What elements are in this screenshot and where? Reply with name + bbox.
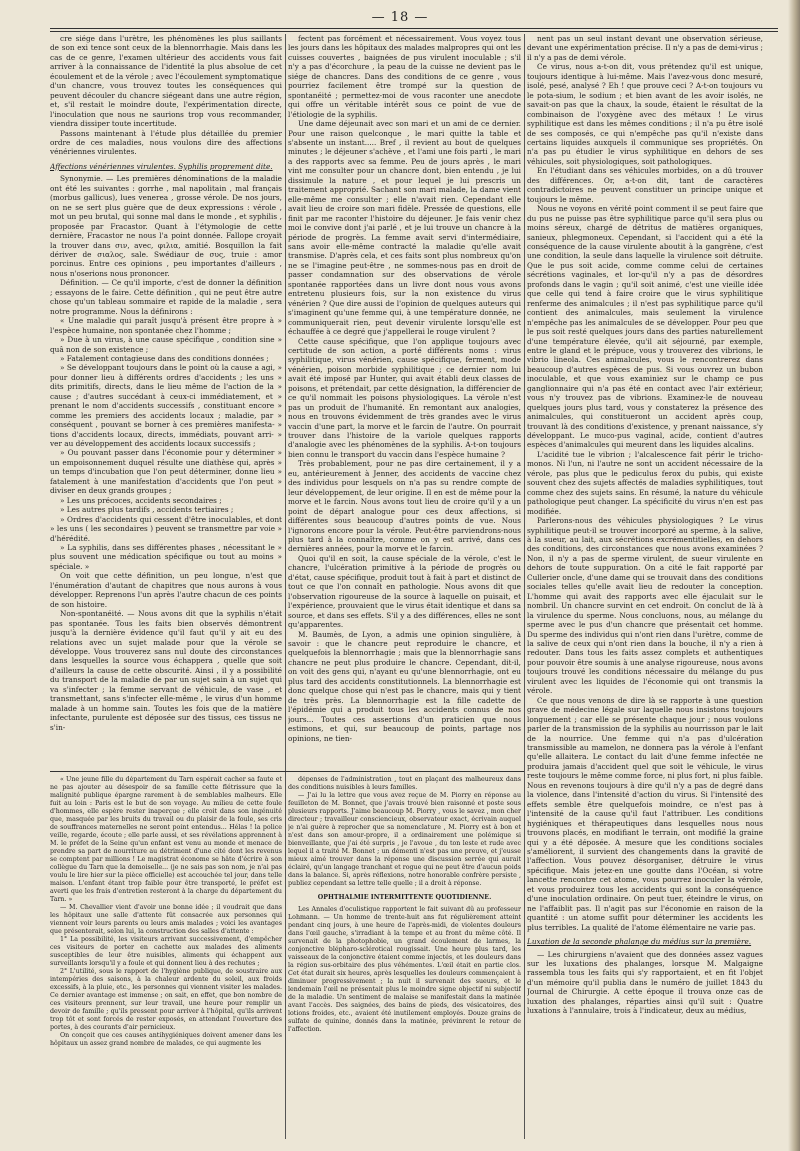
- paragraph: Cette cause spécifique, que l'on applique toujours avec certitude de son action, a porté différents noms : virus syphilitique, virus vénérien, cause spécifique, ferment, mode vénérien, poison morbide syphilitique ; ce dernier nom lui avait été imposé par Hunter, qui avait établi deux classes de poisons, et prétendait, par cette désignation, la différencier de ce qu'il nommait les poisons physiologiques. La vérole n'est pas un produit de l'humanité. En remontant aux analogies, nous en trouvons évidemment de très grandes avec le virus vaccin d'une part, la morve et le farcin de l'autre. On pourrait trouver dans l'histoire de la variole quelques rapports d'analogie avec les phénomènes de la syphilis. A-t-on toujours bien connu le transport du vaccin dans l'espèce humaine ?: [288, 336, 521, 459]
- paragraph: L'acidité tue le vibrion ; l'alcalescence fait périr le tricho-monos. Ni l'un, ni l'autre ne sont un accident nécessaire de la vérole, pas plus que le pediculus ferox du pubis, qui existe souvent chez des sujets affectés de maladies syphilitiques, tout comme chez des sujets sains. En résumé, la nature du véhicule pathologique peut changer. La spécificité du virus n'en est pas modifiée.: [527, 449, 763, 516]
- paragraph: — J'ai lu la lettre que vous avez reçue de M. Piorry en réponse au feuilleton de M. Bonnet, que j'avais trouvé bien raisonné et poste sous plusieurs rapports. J'aime beaucoup M. Piorry , vous le savez , mon cher directeur ; travailleur consciencieux, observateur exact, écrivain auquel je n'ai guère à reprocher que sa nomenclature , M. Piorry est à bon et n'est dans son amour-propre, il a ordinairement une polémique si bienveillante, que j'ai été surpris , je l'avoue , du ton leste et rude avec lequel il a traité M. Bonnet ; un démenti n'est pas une preuve, et j'eusse mieux aimé trouver dans la réponse une discussion serrée qui aurait éclairé, qu'un langage tranchant et rogue qui ne peut être d'aucun poids dans la balance. Si, après réflexions, notre honorable confrère persiste , publiez cependant sa lettre telle quelle ; il a droit à réponse.: [288, 792, 521, 887]
- paragraph: 1° La possibilité, les visiteurs arrivant successivement, d'empêcher ces visiteurs de porter en cachette aux malades des aliments susceptibles de leur être nuisibles, aliments qui échappent aux surveillants lorsqu'il y a foule et qui donnent lieu à des rechutes ;: [50, 936, 282, 967]
- paragraph: Parlerons-nous des véhicules physiologiques ? Le virus syphilitique peut-il se trouver incorporé au sperme, à la salive, à la sueur, au lait, aux sécrétions excrémentitielles, en dehors des conditions, des circonstances que nous avons examinées ? Non, il n'y a pas de sperme virulent, de sueur virulente en dehors de toute suppuration. On a cité le fait rapporté par Cullerier oncle, d'une dame qui se trouvait dans des conditions sociales telles qu'elle avait lieu de redouter la conception. L'homme qui avait des rapports avec elle éjaculait sur le nombril. Un chancre survint en cet endroit. On conclut de là à la virulence du sperme. Nous concluons, nous, au mélange du sperme avec le pus d'un chancre que présentait cet homme. Du sperme des individus qui n'ont rien dans l'urètre, comme de la salive de ceux qui n'ont rien dans la bouche, il n'y a rien à redouter. Dans tous les faits assez complets et authentiques pour pouvoir être soumis à une analyse rigoureuse, nous avons toujours trouvé les conditions nécessaire du mélange du pus virulent avec les liquides de l'économie qui ont transmis la vérole.: [527, 516, 763, 696]
- paragraph: — Les chirurgiens n'avaient que des données assez vagues sur les luxations des phalanges, lorsque M. Malgaigne rassembla tous les faits qui s'y rapportaient, et en fit l'objet d'un mémoire qu'il publia dans le numéro de juillet 1843 du Journal de Chirurgie. A cette époque il trouva onze cas de luxation des phalanges, réparties ainsi qu'il suit : Quatre luxations à l'annulaire, trois à l'indicateur, deux au médius,: [527, 949, 763, 1016]
- paragraph: » Due à un virus, à une cause spécifique , condition sine » quâ non de son existence ;: [50, 335, 282, 354]
- column-2-article: [288, 34, 521, 768]
- column-rule-1: [285, 34, 286, 1139]
- paragraph: » Les uns précoces, accidents secondaires ;: [60, 495, 222, 505]
- paragraph: dépenses de l'administration , tout en plaçant des malheureux dans des conditions nuisibles à leurs familles.: [288, 776, 521, 791]
- paragraph: Nous ne voyons en vérité point comment il se peut faire que du pus ne puisse pas être syphilitique parce qu'il sera plus ou moins séreux, chargé de détritus de matières organiques, sanieux, phlegmoneux. Cependant, si l'accident qui a été la conséquence de la cause virulente aboutit à la gangrène, c'est une condition, la seule dans laquelle la virulence soit détruite. Que le pus soit acide, comme comme celui de certaines sécrétions vaginales, et lor-qu'il n'y a pas de désordres profonds dans le vagin ; qu'il soit animé, c'est une vieille idée que celle qui tend à faire croire que le virus syphilitique renferme des animalcules ; il n'est pas syphilitique parce qu'il contient des animalcules, mais seulement la virulence n'empêche pas les animalcules de se développer. Pour peu que le pus soit resté quelques jours dans des parties naturellement d'une température élevée, qu'il ait séjourné, par exemple, entre le gland et le prépuce, vous y trouverez des vibrions, le vibrio lineola. Ces animalcules, vous le rencontrerez dans beaucoup d'autres espèces de pus. Si vous ouvrez un bubon inoculable, et que vous examiniez sur le champ ce pus ganglionnaire qui n'a pas été en contact avec l'air extérieur, vous n'y trouvez pas de vibrions. Examinez-le de nouveau quelques jours plus tard, vous y constaterez la présence des animalcules, qui constitueront un accident après coup, trouvant là des conditions d'existence, y prenant naissance, s'y développant. Le muco-pus vaginal, acide, contient d'autres espèces d'animalcules qui meurent dans les liquides alcalins.: [527, 204, 763, 450]
- paragraph: Une dame déjeunait avec son mari et un ami de ce dernier. Pour une raison quelconque , le mari quitte la table et s'absente un instant..... Bref , il revient au bout de quelques minutes ; le déjeuner s'achève , et l'ami une fois parti , le mari a des rapports avec sa femme. Peu de jours après , le mari vint me consulter pour un chancre dont, bien entendu , je lui dissimule la nature , et pour lequel je lui prescris un traitement approprié. Sachant son mari malade, la dame vient elle-même me consulter ; elle n'avait rien. Cependant elle avait lieu de croire son mari fidèle. Pressée de questions, elle finit par me raconter l'histoire du déjeuner. Je fais venir chez moi le convive dont j'ai parlé , et je lui trouve un chancre à la période de progrès. La femme avait servi d'intermédiaire, sans avoir elle-même contracté la maladie qu'elle avait transmise. D'après cela, et ces faits sont plus nombreux qu'on ne se l'imagine peut-être , ne sommes-nous pas en droit de passer condamnation sur des observations de vérole spontanée rapportées dans un livre dont nous vous avons entretenu plusieurs fois, sur la non existence du virus vénérien ? Que dire aussi de l'opinion de quelques auteurs qui s'imaginent qu'une femme qui, à une température donnée, ne communiquerait rien, peut devenir virulente lorsqu'elle est échauffée à ce degré que j'appellerai le rouge virulent ?: [288, 119, 521, 337]
- paragraph: Passons maintenant à l'étude plus détaillée du premier ordre de ces maladies, nous voulons dire des affections vénériennes virulentes.: [50, 128, 282, 157]
- paragraph: En l'étudiant dans ses véhicules morbides, on a dû trouver des différences. Or, a-t-on dit, tant de caractères contradictoires ne peuvent constituer un principe unique et toujours le même.: [527, 166, 763, 204]
- paragraph: 2° L'utilité, sous le rapport de l'hygiène publique, de soustraire aux intempéries des saisons, à la chaleur ardente du soleil, aux froids excessifs, à la pluie, etc., les personnes qui viennent visiter les malades. Ce dernier avantage est immense ; on sait, en effet, que bon nombre de ces visiteurs prennent, sur leur travail, une heure pour remplir un devoir de famille ; qu'ils pressent pour arriver à l'hôpital, qu'ils arrivent trop tôt et sont forcés de rester exposés, en attendant l'ouverture des portes, à des courants d'air pernicieux.: [50, 968, 282, 1031]
- paragraph: fectent pas forcément et nécessairement. Vous voyez tous les jours dans les hôpitaux des malades malpropres qui ont les cuisses couvertes , baignées de pus virulent inoculable ; s'il n'y a pas d'écorchure , la peau de la cuisse ne devient pas le siége de chancres. Dans des conditions de ce genre , vous pourriez facilement être trompé sur la question de spontanéité ; permettez-moi de vous raconter une anecdote qui offre un véritable intérêt sous ce point de vue de l'étiologie de la syphilis.: [288, 34, 521, 119]
- section-heading: Luxation de la seconde phalange du médius sur la première.: [527, 937, 752, 947]
- paragraph: Très probablement, pour ne pas dire certainement, il y a eu, antérieurement à Jenner, des accidents de vaccine chez des individus pour lesquels on n'a pas su rendre compte de leur développement, de leur origine. Il en est de même pour la morve et le farcin. Nous avons tout lieu de croire qu'il y a un point de départ analogue pour ces deux affections, si différentes sous beaucoup d'autres points de vue. Nous l'ignorons encore pour la vérole. Peut-être parviendrons-nous plus tard à la connaître, comme on y est arrivé, dans ces dernières années, pour la morve et le farcin.: [288, 459, 521, 554]
- section-heading: OPHTHALMIE INTERMITTENTE QUOTIDIENNE.: [317, 894, 492, 901]
- paragraph: Synonymie. — Les premières dénominations de la maladie ont été les suivantes : gorrhe , mal napolitain , mal français (morbus gallicus), lues venerea , grosse vérole. De nos jours, on ne se sert plus guère que de deux expressions : vérole , mot un peu brutal, qui sonne mal dans le monde , et syphilis , proposée par Fracastor. Quant à l'étymologie de cette dernière, Fracastor ne nous l'a point donnée. Fallope croyait la trouver dans σιν, avec, φιλια, amitié. Bosquillon la fait dériver de σιαλος, sale. Swédiaur de συς, truie : amor porcinus. Entre ces opinions , peu importantes d'ailleurs , nous n'oserions nous prononcer.: [50, 174, 282, 278]
- section-heading: Affections vénériennes virulentes. Syphilis proprement dite.: [50, 161, 273, 171]
- paragraph: Les Annales d'oculistique rapportent le fait suivant dû au professeur Lohmann. — Un homme de trente-huit ans fut régulièrement atteint pendant cinq jours, à une heure de l'après-midi, de violentes douleurs dans l'œil gauche, s'irradiant à la tempe et au front du même côté. Il survenait de la photophobie, un grand écoulement de larmes, la conjonctive blépharo-sclérotical rougissait. Une heure plus tard, les vaisseaux de la conjonctive étaient comme injectés, et les douleurs dans la région sus-orbitaire des plus véhémentes. L'œil était en partie clos. Cet état durait six heures, après lesquelles les douleurs commençaient à diminuer progressivement ; la nuit il survenait des sueurs, et le lendemain l'œil ne présentait plus le moindre signe objectif ni subjectif de la maladie. Un sentiment de malaise se manifestait dans la matinée avant l'accès. Des saignées, des bains de pieds, des vésicatoires, des lotions froides, etc., avaient été inutilement employés. Douze grains de sulfate de quinine, donnés dans la matinée, prévinrent le retour de l'affection.: [288, 906, 521, 1033]
- column-1-feuilleton: [50, 776, 282, 1139]
- paragraph: » Les autres plus tardifs , accidents tertiaires ;: [60, 505, 234, 515]
- paragraph: M. Baumès, de Lyon, a admis une opinion singulière, à savoir : que le chancre peut reproduire le chancre, et quelquefois la blennorrhagie ; mais que la blennorrhagie sans chancre ne peut plus produire le chancre. Cependant, dit-il, on voit des gens qui, n'ayant eu qu'une blennorrhagie, ont eu plus tard des accidents constitutionnels. La blennorrhagie est donc quelque chose qui n'est pas le chancre, mais qui y tient de très près. La blennorrhagie est la fille cadette de l'épidémie qui a produit tous les accidents connus de nos jours... Toutes ces assertions d'un praticien que nous estimons, et qui, sur beaucoup de points, partage nos opinions, ne tien-: [288, 629, 521, 743]
- paragraph: Définition. — Ce qu'il importe, c'est de donner la définition ; essayons de le faire. Cette définition , qui ne peut être autre chose qu'un tableau sommaire et rapide de la maladie , sera notre programme. Nous la définirons :: [50, 278, 282, 316]
- column-2-feuilleton: [288, 776, 521, 1139]
- paragraph: Non-spontanéité. — Nous avons dit que la syphilis n'était pas spontanée. Tous les faits bien observés démontrent jusqu'à la dernière évidence qu'il faut qu'il y ait eu des relations avec un sujet malade pour que la vérole se développe. Vous trouverez sans nul doute des circonstances dans lesquelles la source vous échappera , quelle que soit d'ailleurs la cause de cette obscurité. Ainsi , il y a possibilité du transport de la maladie de par un sujet sain à un sujet qui va s'infecter ; la femme servant de véhicule, de vase , et transmettant, sans s'infecter elle-même , le virus d'un homme malade à un homme sain. Toutes les fois que de la matière infectante, purulente est déposée sur des tissus, ces tissus ne s'in-: [50, 609, 282, 732]
- paragraph: « Une jeune fille du département du Tarn espérait cacher sa faute et ne pas ajouter au désespoir de sa famille cette flétrissure que la malignité publique épargne rarement à de semblables malheurs. Elle fuit au loin : Paris est le but de son voyage. Au milieu de cette foule d'hommes, elle espère rester inaperçue ; elle croit dans son ingénuité que, masquée par les bruits du travail ou du plaisir de la foule, ses cris de souffrances maternelles ne seront point entendus... Hélas ! la police veille, regarde, écoute ; elle parle aussi, et ses révélations apprennent à M. le préfet de la Seine qu'un enfant est venu au monde et menace de prendre sa part de nourriture au détriment d'une cité dont les revenus se comptent par millions ! Le magistrat économe se hâte d'écrire à son collègue du Tarn que la demoiselle... (je ne sais pas son nom, je n'ai pas voulu le lire hier sur la pièce officielle) est accouchée tel jour, dans telle maison. L'enfant étant trop faible pour être transporté, le préfet est averti que les frais d'entretien resteront à la charge du département du Tarn. »: [50, 776, 282, 903]
- paragraph: — M. Chevallier vient d'avoir une bonne idée ; il voudrait que dans les hôpitaux une salle d'attente fût consacrée aux personnes qui viennent voir leurs parents ou leurs amis malades ; voici les avantages que présenterait, selon lui, la construction des salles d'attente :: [50, 904, 282, 935]
- paragraph: « Une maladie qui paraît jusqu'à présent être propre à » l'espèce humaine, non spontanée chez l'homme ;: [50, 316, 282, 335]
- column-3-article: [527, 34, 763, 1139]
- paragraph: Ce virus, nous a-t-on dit, vous prétendez qu'il est unique, toujours identique à lui-même. Mais l'avez-vous donc mesuré, isolé, pesé, analysé ? Eh ! que prouve ceci ? A-t-on toujours vu le pota-sium, le sodium ; et bien avant de les avoir isolés, ne savait-on pas que la chaux, la soude, étaient le résultat de la combinaison de l'oxygène avec des métaux ! Le virus syphilitique est dans les mêmes conditions ; il n'a pu être isolé de ses composés, ce qui n'empêche pas qu'il n'existe dans certains liquides auxquels il communique ses propriétés. On n'a pas pu étudier le virus syphilitique en dehors de ses véhicules, soit physiologiques, soit pathologiques.: [527, 62, 763, 166]
- column-1-article: [50, 34, 282, 768]
- header-rule-top: [50, 28, 778, 29]
- page-binding-edge: [788, 0, 800, 1151]
- column-rule-2: [524, 34, 525, 1139]
- paragraph: » Se développant toujours dans le point où la cause a agi, » pour donner lieu à différents ordres d'accidents ; les uns » dits primitifs, directs, dans le lieu même de l'action de la » cause ; d'autres succédant à ceux-ci immédiatement, et » prenant le nom d'accidents successifs , constituant encore » comme les premiers des accidents locaux ; maladie, par » conséquent , pouvant se borner à ces premières manifesta- » tions d'accidents locaux, directs, immédiats, pouvant arri- » ver au développement des accidents locaux successifs ;: [50, 363, 282, 449]
- paragraph: On conçoit que ces causes antihygiéniques doivent amener dans les hôpitaux un assez grand nombre de malades, ce qui augmente les: [50, 1032, 282, 1047]
- paragraph: Quoi qu'il en soit, la cause spéciale de la vérole, c'est le chancre, l'ulcération primitive à la période de progrès ou d'état, cause spécifique, produit tout à fait à part et distinct de tout ce que l'on connaît en pathologie. Nous avons dit que l'observation rigoureuse de la source à laquelle on puisait, et l'expérience, prouvaient que le virus était identique et dans sa source, et dans ses effets. S'il y a des différences, elles ne sont qu'apparentes.: [288, 553, 521, 630]
- paragraph: » Ordres d'accidents qui cessent d'être inoculables, et dont » les uns ( les secondaires ) peuvent se transmettre par voie » d'hérédité.: [50, 514, 282, 543]
- feuilleton-rule: [50, 771, 524, 772]
- paragraph: On voit que cette définition, un peu longue, n'est que l'énumération d'autant de chapitres que nous aurons à vous développer. Reprenons l'un après l'autre chacun de ces points de son histoire.: [50, 571, 282, 609]
- paragraph: » Fatalement contagieuse dans des conditions données ;: [60, 353, 269, 363]
- paragraph: Ce que nous venons de dire là se rapporte à une question grave de médecine légale sur laquelle nous insistons toujours longuement ; car elle se présente chaque jour ; nous voulons parler de la transmission de la syphilis au nourrisson par le lait de la nourrice. Une femme qui n'a pas d'ulcération transmissible au mamelon, ne donnera pas la vérole à l'enfant qu'elle allaitera. Le contact du lait d'une femme infectée ne produira jamais d'accident quel que soit le véhicule, le virus reste toujours le même comme force, ni plus fort, ni plus faible. Nous en revenons toujours à dire qu'il n'y a pas de degré dans la violence, dans l'intensité d'action du virus. Si l'intensité des effets semble être quelquefois moindre, ce n'est pas à l'intensité de la cause qu'il faut l'attribuer. Les conditions hygiéniques et thérapeutiques dans lesquelles nous nous trouvons placés, en modifiant le terrain, ont modifié la graine qui y a été déposée. A mesure que les conditions sociales s'améliorent, il survient des changements dans la gravité de l'affection. Vous pouvez désorganiser, détruire le virus spécifique. Mais jetez-en une goutte dans l'Océan, si votre lancette rencontre cet atome, vous pourrez inoculer la vérole, et vous produirez tous les accidents qui sont la conséquence d'une inoculation ordinaire. On peut tuer, éteindre le virus, on ne l'affaiblit pas. Il n'agit pas sur l'économie en raison de la quantité : un atome suffit pour déterminer les accidents les plus terribles. La qualité de l'atome élémentaire ne varie pas.: [527, 695, 763, 932]
- page-number: — 18 —: [371, 10, 429, 25]
- paragraph: nent pas un seul instant devant une observation sérieuse, devant une expérimentation précise. Il n'y a pas de demi-virus ; il n'y a pas de demi vérole.: [527, 34, 763, 62]
- paragraph: » La syphilis, dans ses différentes phases , nécessitant le » plus souvent une médication spécifique ou tout au moins » spéciale. »: [50, 543, 282, 571]
- paragraph: » Ou pouvant passer dans l'économie pour y déterminer » un empoisonnement duquel résulte une diathèse qui, après » un temps d'incubation que l'on peut déterminer, donne lieu » fatalement à une manifestation d'accidents que l'on peut » diviser en deux grands groupes ;: [50, 448, 282, 496]
- paragraph: cre siége dans l'urètre, les phénomènes les plus saillants de son exi tence sont ceux de la blennorrhagie. Mais dans les cas de ce genre, l'examen ultérieur des accidents vous fait arriver à la connaissance de l'identité la plus absolue de cet écoulement et de la vérole ; avec l'écoulement symptomatique d'un chancre, vous trouvez toutes les conséquences qui peuvent découler du chancre siégeant dans une autre région, et, s'il restait le moindre doute, l'expérimentation directe, l'inoculation que nous ne saurions trop vous recommander, viendra dissiper toute incertitude.: [50, 34, 282, 129]
- header-rule-bottom: [50, 31, 778, 32]
